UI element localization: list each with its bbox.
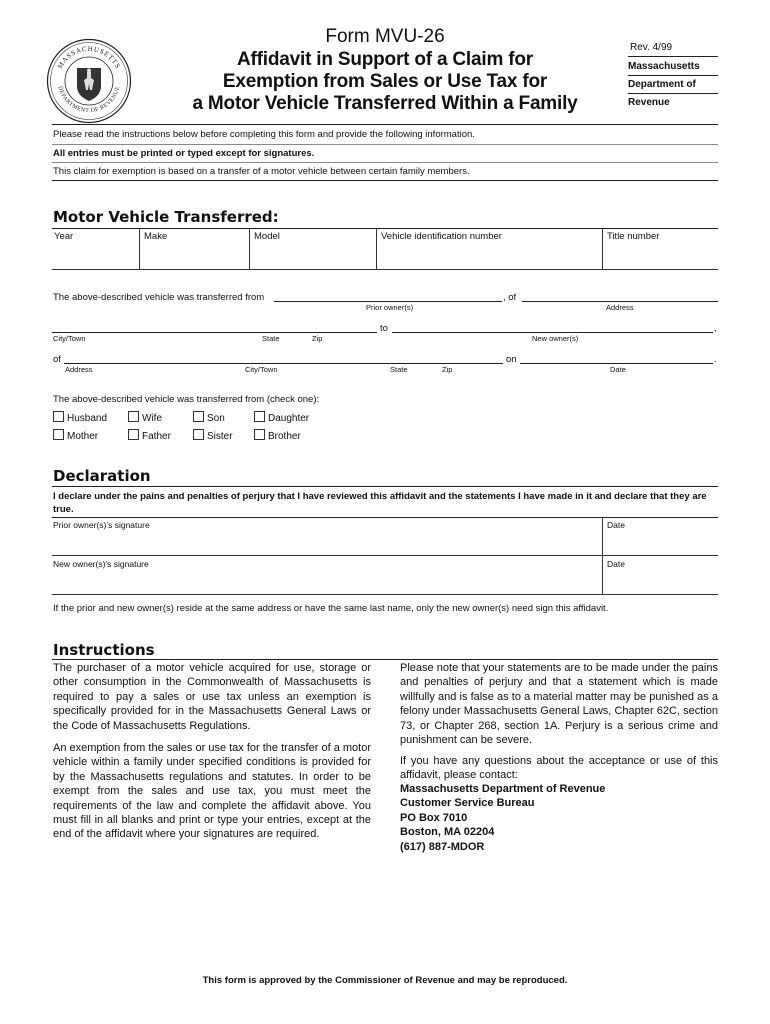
prior-owner-input-line[interactable] (274, 301, 502, 302)
checkbox-label: Mother (67, 431, 99, 442)
form-title-line-2: Exemption from Sales or Use Tax for (222, 71, 548, 92)
department-line-2: Department of (628, 79, 696, 90)
intro-line-3: This claim for exemption is based on a transfer of a motor vehicle between certain family members. (53, 166, 470, 177)
checkbox-box[interactable] (193, 429, 204, 440)
checkbox-label: Daughter (268, 413, 310, 424)
prior-signature-label: Prior owner(s)’s signature (53, 520, 150, 530)
vin-field[interactable] (376, 228, 602, 269)
checkbox-box[interactable] (128, 429, 139, 440)
department-line-3: Revenue (628, 97, 670, 108)
address-caption: Address (65, 365, 93, 374)
instructions-left-paragraph-2: An exemption from the sales or use tax for the transfer of a motor vehicle within a family under specified conditions is provided for by the Massachusetts regulations and statutes. In order to be exempt from the sales and use tax, you must meet the requirements of the law and complete the affidavit above. You must fill in all blanks and print or type your entries, except at the end of the affidavit where your signatures are required. (53, 742, 371, 841)
instructions-top-rule (52, 659, 718, 660)
checkbox-box[interactable] (254, 411, 265, 422)
header-rule (628, 75, 718, 76)
relationship-prompt: The above-described vehicle was transferred from (check one): (53, 394, 320, 405)
contact-line: (617) 887-MDOR (400, 840, 485, 853)
prior-owner-signature-field[interactable] (53, 520, 598, 554)
make-field[interactable] (139, 228, 248, 269)
on-label: on (506, 354, 517, 365)
new-owner-signature-field[interactable] (53, 559, 598, 593)
checkbox-mother[interactable] (53, 429, 98, 442)
intro-line-2: All entries must be printed or typed except for signatures. (53, 148, 315, 159)
checkbox-box[interactable] (193, 411, 204, 422)
checkbox-son[interactable] (193, 411, 225, 424)
instructions-heading: Instructions (53, 641, 155, 659)
of-label: of (53, 354, 61, 365)
to-label: to (380, 323, 388, 334)
top-rule (52, 124, 718, 125)
comma-of-label: , of (503, 292, 517, 303)
department-line-1: Massachusetts (628, 61, 700, 72)
dor-seal-logo (46, 38, 132, 124)
date-label: Date (607, 559, 625, 569)
state-caption: State (390, 365, 408, 374)
footer-note: This form is approved by the Commissioner of Revenue and may be reproduced. (202, 975, 568, 986)
make-label: Make (144, 231, 168, 242)
contact-line: Customer Service Bureau (400, 797, 535, 810)
revision-label: Rev. 4/99 (630, 42, 673, 53)
new-signature-label: New owner(s)’s signature (53, 559, 149, 569)
checkbox-label: Brother (268, 431, 301, 442)
prior-owner-caption: Prior owner(s) (366, 303, 414, 312)
checkbox-label: Husband (67, 413, 108, 424)
checkbox-box[interactable] (254, 429, 265, 440)
vehicle-table (52, 228, 718, 270)
zip-caption: Zip (312, 334, 323, 343)
new-owner-address-input-line[interactable] (64, 363, 503, 364)
vehicle-section-heading: Motor Vehicle Transferred: (53, 208, 279, 226)
transfer-from-label: The above-described vehicle was transferred from (53, 292, 265, 303)
form-title-line-3: a Motor Vehicle Transferred Within a Family (192, 93, 578, 114)
checkbox-husband[interactable] (53, 411, 107, 424)
instructions-right-paragraph-1: Please note that your statements are to be made under the pains and penalties of perjury and that a statement which is made willfully and is false as to a material matter may be punished as a felony under Massachusetts General Laws, Chapter 62C, section 73, or Chapter 268, section 1A. Perjury is a serious crime and punishment can be severe. (400, 662, 718, 747)
declaration-top-rule (52, 486, 718, 487)
form-number: Form MVU-26 (325, 26, 445, 47)
prior-owner-city-input-line[interactable] (52, 332, 377, 333)
title-number-label: Title number (607, 231, 660, 242)
instructions-left-paragraph-1: The purchaser of a motor vehicle acquired for use, storage or other consumption in the Commonwealth of Massachusetts is required to pay a sales or use tax unless an exemption is specifically provided for in the Massachusetts General Laws or the Code of Massachusetts Regulations. (53, 662, 371, 732)
state-caption: State (262, 334, 280, 343)
instructions-right-paragraph-2: If you have any questions about the acceptance or use of this affidavit, please contact: (400, 755, 718, 782)
checkbox-label: Father (142, 431, 171, 442)
checkbox-label: Wife (142, 413, 162, 424)
checkbox-label: Sister (207, 431, 233, 442)
checkbox-brother[interactable] (254, 429, 301, 442)
svg-text:MASSACHUSETTS: MASSACHUSETTS (55, 44, 123, 71)
new-owner-input-line[interactable] (392, 332, 713, 333)
city-town-caption: City/Town (245, 365, 278, 374)
declaration-heading: Declaration (53, 467, 151, 485)
model-field[interactable] (249, 228, 375, 269)
prior-signature-date-field[interactable] (602, 517, 718, 555)
address-caption: Address (606, 303, 634, 312)
city-town-caption: City/Town (53, 334, 86, 343)
date-label: Date (607, 520, 625, 530)
checkbox-label: Son (207, 413, 225, 424)
checkbox-box[interactable] (128, 411, 139, 422)
new-owner-signature-row (52, 556, 718, 595)
date-caption: Date (610, 365, 626, 374)
year-field[interactable] (54, 231, 138, 269)
divider (52, 180, 718, 181)
header-rule (628, 93, 718, 94)
prior-owner-signature-row (52, 517, 718, 556)
contact-block (400, 782, 718, 854)
contact-line: PO Box 7010 (400, 811, 468, 824)
form-title-line-1: Affidavit in Support of a Claim for (237, 49, 533, 70)
contact-line: Boston, MA 02204 (400, 826, 495, 839)
checkbox-sister[interactable] (193, 429, 233, 442)
checkbox-wife[interactable] (128, 411, 162, 424)
comma-label: , (714, 323, 717, 334)
intro-line-1: Please read the instructions below before completing this form and provide the following information. (53, 129, 475, 140)
checkbox-box[interactable] (53, 429, 64, 440)
new-signature-date-field[interactable] (602, 556, 718, 594)
declaration-text: I declare under the pains and penalties of perjury that I have reviewed this affidavit and the statements I have made in it and declare that they are true. (53, 491, 707, 515)
divider (52, 162, 718, 163)
checkbox-box[interactable] (53, 411, 64, 422)
checkbox-father[interactable] (128, 429, 171, 442)
svg-text:DEPARTMENT OF REVENUE: DEPARTMENT OF REVENUE (56, 85, 122, 115)
new-owner-caption: New owner(s) (532, 334, 579, 343)
header-rule (628, 56, 718, 57)
vin-label: Vehicle identification number (381, 231, 502, 242)
divider (52, 144, 718, 145)
signature-note: If the prior and new owner(s) reside at the same address or have the same last name, only the new owner(s) need sign this affidavit. (53, 603, 609, 614)
transfer-date-input-line[interactable] (520, 363, 713, 364)
contact-line: Massachusetts Department of Revenue (400, 783, 606, 795)
model-label: Model (254, 231, 280, 242)
zip-caption: Zip (442, 365, 453, 374)
title-number-field[interactable] (602, 228, 718, 269)
year-label: Year (54, 231, 74, 242)
prior-owner-address-input-line[interactable] (522, 301, 718, 302)
period-label: . (714, 354, 717, 365)
checkbox-daughter[interactable] (254, 411, 309, 424)
